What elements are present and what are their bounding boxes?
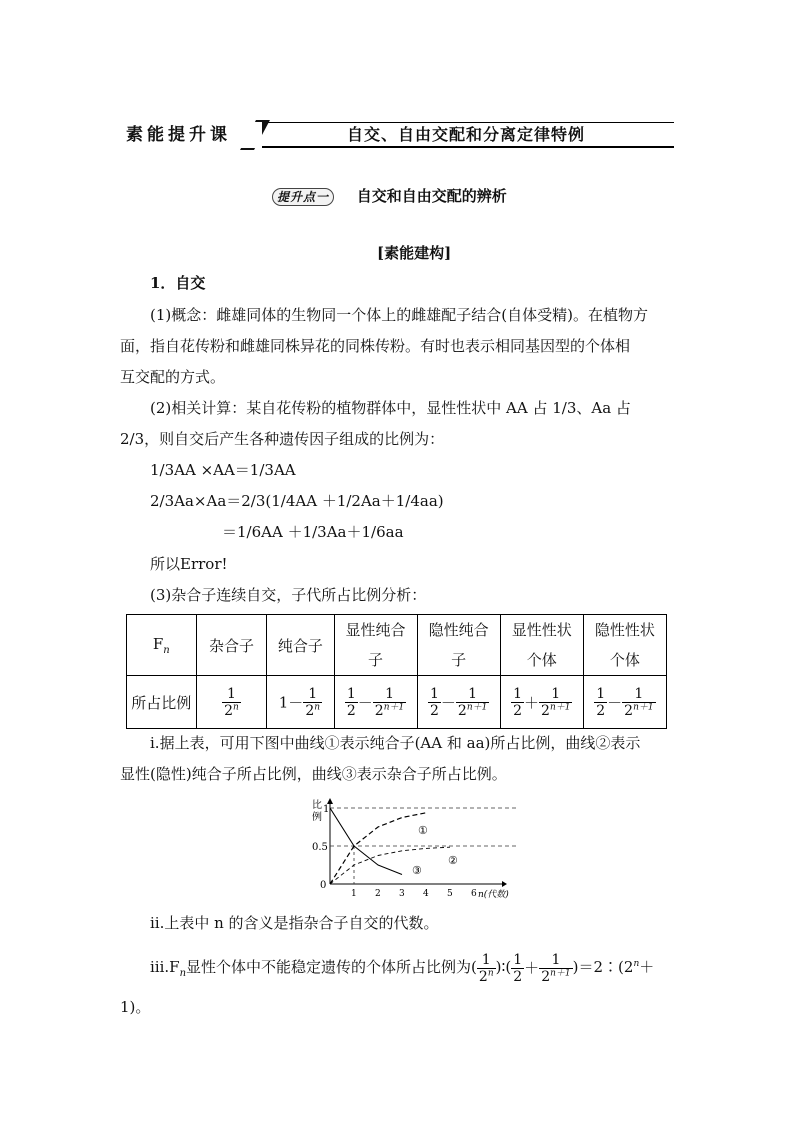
fraction [303, 686, 322, 719]
fraction-numerator: 1 [385, 685, 394, 702]
table-row-label: 所占比例 [127, 676, 197, 729]
calc-line-1: 1/3AA ×AA＝1/3AA [150, 461, 296, 479]
table-header-cell: 纯合子 [267, 615, 334, 676]
operator: ＋ [524, 959, 540, 977]
fraction-denominator [539, 702, 572, 719]
point-ii: ⅱ.上表中 n 的含义是指杂合子自交的代数。 [150, 914, 439, 932]
item-heading-1: 1．自交 [150, 274, 206, 292]
fraction-numerator: 1 [346, 685, 356, 702]
fraction-denominator [622, 702, 655, 719]
section-badge: 提升点一 [272, 188, 334, 206]
fraction [622, 686, 655, 719]
exponent: n＋1 [466, 701, 488, 712]
point-iii: $ⅲ.F_n$显性个体中不能稳定遗传的个体所占比例为( $\frac{1}{2^n}$ )∶( $\frac{1}{2}$ ＋ $\frac{1}{2^{n+1}}$ )$=2∶(2^n+$ [150, 951, 655, 985]
fraction [511, 952, 524, 985]
section-title: 自交和自由交配的辨析 [356, 187, 507, 205]
fraction [428, 686, 441, 719]
fraction [539, 686, 572, 719]
fraction-denominator [456, 702, 489, 719]
base: 2 [541, 968, 551, 985]
fraction [477, 952, 496, 985]
fraction-denominator: 2 [513, 702, 522, 719]
fraction [594, 686, 607, 719]
ratio-curve-chart [300, 796, 530, 900]
fraction [539, 952, 572, 985]
y-axis-label: 比 [312, 800, 322, 811]
exponent: n [487, 967, 494, 978]
exponent: n＋1 [633, 701, 654, 712]
table-row [127, 676, 667, 729]
point-iii-equation: ＝2∶(2 [578, 958, 634, 976]
paragraph-2-line-1: (2)相关计算：某自花传粉的植物群体中，显性性状中 AA 占 1/3、Aa 占 [150, 399, 631, 417]
fraction-denominator: 2 [429, 702, 439, 719]
operator: ＋ [524, 693, 540, 712]
table-header-cell: 隐性性状个体 [583, 615, 666, 676]
fraction [456, 686, 489, 719]
operator: － [357, 693, 373, 712]
paragraph-2-line-2: 2/3，则自交后产生各种遗传因子组成的比例为： [120, 430, 445, 448]
fraction [511, 686, 524, 719]
table-header-cell: 显性纯合子 [334, 615, 417, 676]
y-axis-label: 例 [312, 812, 322, 823]
x-axis-label: n(代数) [478, 890, 509, 900]
header-f-subscript: n [163, 644, 170, 656]
base: 2 [541, 702, 550, 719]
chart-marks [312, 798, 509, 900]
fraction-numerator: 1 [468, 685, 478, 702]
base: 2 [224, 702, 233, 719]
point-i-line-1: ⅰ.据上表，可用下图中曲线①表示纯合子(AA 和 aa)所占比例，曲线②表示 [150, 734, 641, 752]
term: 1 [278, 693, 289, 711]
chart-axes [327, 798, 518, 887]
operator: － [288, 693, 304, 712]
x-axis-arrow [502, 881, 507, 887]
operator: － [440, 693, 456, 712]
lesson-type-tag: 素能提升课 [122, 122, 262, 148]
exponent: n＋1 [550, 967, 571, 978]
point-iii-tail: ＋ [639, 958, 655, 976]
x-tick-label: 2 [375, 889, 381, 899]
curve-label: ① [418, 824, 428, 837]
point-iii-text: 显性个体中不能稳定遗传的个体所占比例为 [186, 958, 472, 976]
fraction-denominator [477, 968, 496, 985]
fraction-numerator: 1 [513, 951, 523, 968]
fraction [345, 686, 358, 719]
base: 2 [305, 702, 315, 719]
fraction-denominator [373, 702, 406, 719]
base: 2 [457, 702, 467, 719]
fraction-numerator: 1 [551, 685, 561, 702]
x-tick-label: 5 [447, 889, 453, 899]
recessive-phenotype-ratio-cell [583, 676, 666, 729]
exponent: n＋1 [549, 701, 571, 712]
curve-label: ② [448, 854, 458, 867]
series-curve-3 [330, 808, 402, 875]
fraction-numerator: 1 [551, 951, 561, 968]
base: 2 [374, 702, 384, 719]
subheading: [素能建构] [377, 244, 452, 262]
point-iii-exponent: n [633, 959, 640, 969]
fraction-numerator: 1 [634, 685, 644, 702]
conclusion-line: 所以Error! [150, 555, 228, 573]
table-header-cell: 隐性纯合子 [417, 615, 500, 676]
y-tick-label: 0.5 [312, 842, 328, 853]
calc-line-3: ＝1/6AA ＋1/3Aa＋1/6aa [222, 523, 404, 541]
fraction [222, 686, 241, 719]
fraction-denominator [303, 702, 322, 719]
paragraph-1-line-1: (1)概念：雌雄同体的生物同一个体上的雌雄配子结合(自体受精)。在植物方 [150, 306, 648, 324]
point-iii-continuation: 1)。 [120, 998, 151, 1016]
point-iii-prefix: ⅲ.F [150, 958, 180, 976]
x-tick-label: 6 [471, 889, 477, 899]
ratio-colon: ∶ [501, 958, 506, 976]
operator: － [607, 693, 623, 712]
heterozygote-ratio-cell [196, 676, 267, 729]
fraction-numerator: 1 [596, 685, 606, 702]
fraction-denominator: 2 [596, 702, 606, 719]
ratio-table [126, 614, 667, 729]
fraction-denominator: 2 [513, 968, 523, 985]
header-f-label: F [152, 634, 164, 653]
paragraph-1-line-2: 面，指自花传粉和雌雄同株异花的同株传粉。有时也表示相同基因型的个体相 [120, 337, 631, 355]
paragraph-3: (3)杂合子连续自交，子代所占比例分析： [150, 586, 427, 604]
table-header-cell: 杂合子 [196, 615, 267, 676]
fraction-numerator: 1 [429, 685, 439, 702]
calc-line-2: 2/3Aa×Aa＝2/3(1/4AA ＋1/2Aa＋1/4aa) [150, 492, 444, 510]
curve-label: ③ [412, 864, 422, 877]
dominant-homozygote-ratio-cell [334, 676, 417, 729]
table-header-cell: 显性性状个体 [500, 615, 583, 676]
dominant-phenotype-ratio-cell [500, 676, 583, 729]
point-i-line-2: 显性(隐性)纯合子所占比例，曲线③表示杂合子所占比例。 [120, 765, 507, 783]
exponent: n [314, 701, 321, 712]
fraction [373, 686, 406, 719]
x-tick-label: 3 [399, 889, 405, 899]
x-tick-label: 4 [423, 889, 429, 899]
fraction-numerator: 1 [226, 685, 236, 702]
fraction-numerator: 1 [481, 951, 491, 968]
fraction-denominator [222, 702, 241, 719]
homozygote-ratio-cell [267, 676, 334, 729]
x-tick-label: 1 [351, 889, 357, 899]
origin-label: 0 [320, 880, 327, 891]
section-heading [272, 186, 507, 206]
base: 2 [624, 702, 634, 719]
base: 2 [478, 968, 488, 985]
lesson-header [122, 118, 674, 150]
exponent: n＋1 [383, 701, 405, 712]
y-tick-label: 1 [323, 804, 330, 815]
point-iii-subscript: n [179, 968, 187, 979]
paragraph-1-line-3: 互交配的方式。 [120, 368, 226, 386]
fraction-denominator [539, 968, 572, 985]
table-header-cell [127, 615, 197, 676]
fraction-denominator: 2 [346, 702, 356, 719]
fraction-numerator: 1 [513, 685, 522, 702]
series-curve-2 [330, 847, 450, 884]
exponent: n [233, 701, 239, 712]
recessive-homozygote-ratio-cell [417, 676, 500, 729]
fraction-numerator: 1 [308, 685, 318, 702]
table-header-row [127, 615, 667, 676]
lesson-title: 自交、自由交配和分离定律特例 [347, 125, 586, 144]
